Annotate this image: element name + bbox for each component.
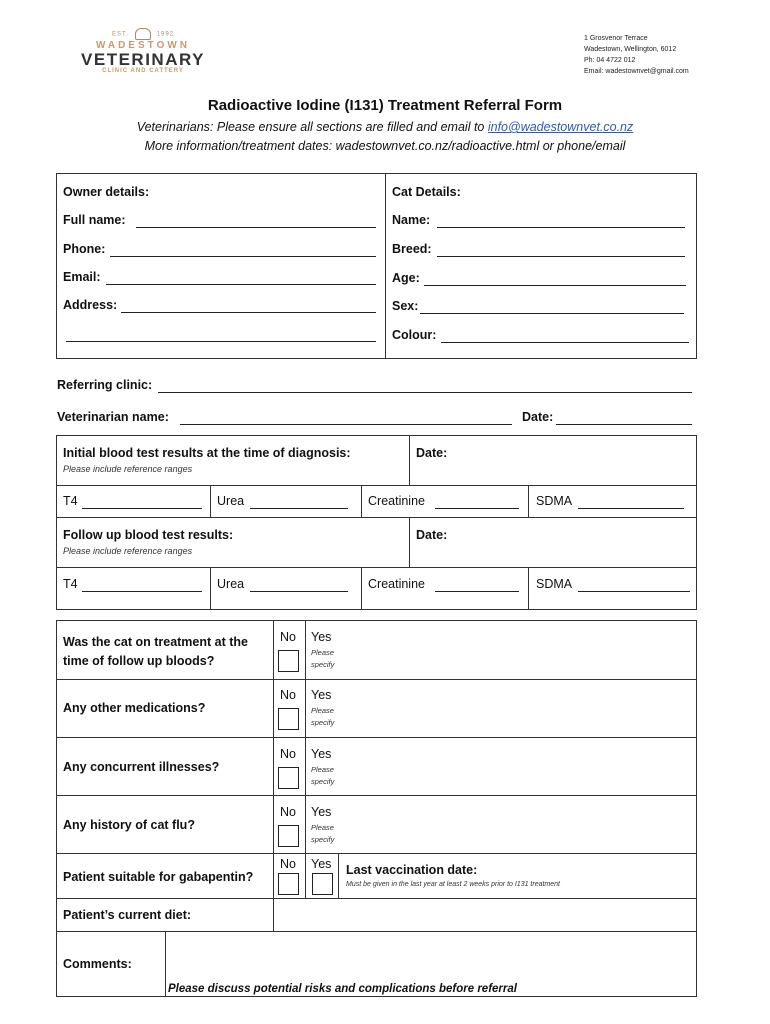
footer-note: Please discuss potential risks and complications before referral [168, 983, 517, 995]
q4-yes-specify[interactable]: Please specify [311, 823, 335, 844]
full-name-field[interactable] [136, 227, 376, 228]
owner-heading: Owner details: [63, 185, 150, 199]
diet-label: Patient’s current diet: [63, 908, 192, 922]
question-4: Any history of cat flu? [63, 818, 195, 832]
breed-field[interactable] [437, 256, 685, 257]
q3-no-checkbox[interactable] [278, 767, 299, 789]
address-field[interactable] [121, 312, 376, 313]
phone-field[interactable] [110, 256, 376, 257]
form-subtitle-2: More information/treatment dates: wadestownvet.co.nz/radioactive.html or phone/email [144, 139, 626, 153]
followup-urea-field[interactable] [250, 591, 348, 592]
email-link[interactable]: info@wadestownvet.co.nz [487, 120, 634, 134]
form-title: Radioactive Iodine (I131) Treatment Referral Form [207, 97, 563, 114]
clinic-address: 1 Grosvenor Terrace Wadestown, Wellington, 6012 Ph: 04 4722 012 Email: wadestownvet@gmail.com [584, 35, 689, 75]
vaccination-label: Last vaccination date: [346, 863, 478, 877]
initial-urea-field[interactable] [250, 508, 348, 509]
q2-no-checkbox[interactable] [278, 708, 299, 730]
question-3: Any concurrent illnesses? [63, 760, 220, 774]
vet-date-field[interactable] [556, 424, 692, 425]
comments-field[interactable] [168, 933, 695, 981]
colour-field[interactable] [441, 342, 689, 343]
vet-name-field[interactable] [180, 424, 512, 425]
q2-yes-specify[interactable]: Please specify [311, 706, 335, 727]
form-subtitle-1: Veterinarians: Please ensure all sections are filled and email to info@wadestownvet.co.nz [136, 120, 634, 134]
initial-creatinine-field[interactable] [435, 508, 519, 509]
owner-cat-box [56, 173, 697, 359]
cat-name-field[interactable] [437, 227, 685, 228]
followup-t4-field[interactable] [82, 591, 202, 592]
cat-logo-icon [135, 28, 151, 40]
question-5: Patient suitable for gabapentin? [63, 870, 254, 884]
email-field[interactable] [106, 284, 376, 285]
question-1: Was the cat on treatment at the time of follow up bloods? [63, 635, 248, 668]
q3-yes-specify[interactable]: Please specify [311, 765, 335, 786]
q5-yes-checkbox[interactable] [312, 873, 333, 895]
comments-label: Comments: [63, 957, 132, 971]
q1-no-checkbox[interactable] [278, 650, 299, 672]
address-field-2[interactable] [66, 341, 376, 342]
q1-yes-specify[interactable]: Please specify [311, 648, 335, 669]
cat-heading: Cat Details: [392, 185, 461, 199]
age-field[interactable] [424, 285, 686, 286]
referring-clinic-field[interactable] [158, 392, 692, 393]
clinic-logo: EST. 1992 WADESTOWN VETERINARY CLINIC AND CATTERY [78, 28, 208, 86]
initial-sdma-field[interactable] [578, 508, 684, 509]
diet-field[interactable] [275, 900, 695, 930]
followup-creatinine-field[interactable] [435, 591, 519, 592]
question-2: Any other medications? [63, 701, 206, 715]
initial-t4-field[interactable] [82, 508, 202, 509]
followup-blood-heading: Follow up blood test results: [63, 528, 234, 542]
q4-no-checkbox[interactable] [278, 825, 299, 847]
initial-blood-heading: Initial blood test results at the time of diagnosis: [63, 446, 351, 460]
followup-sdma-field[interactable] [578, 591, 690, 592]
sex-field[interactable] [420, 313, 684, 314]
q5-no-checkbox[interactable] [278, 873, 299, 895]
